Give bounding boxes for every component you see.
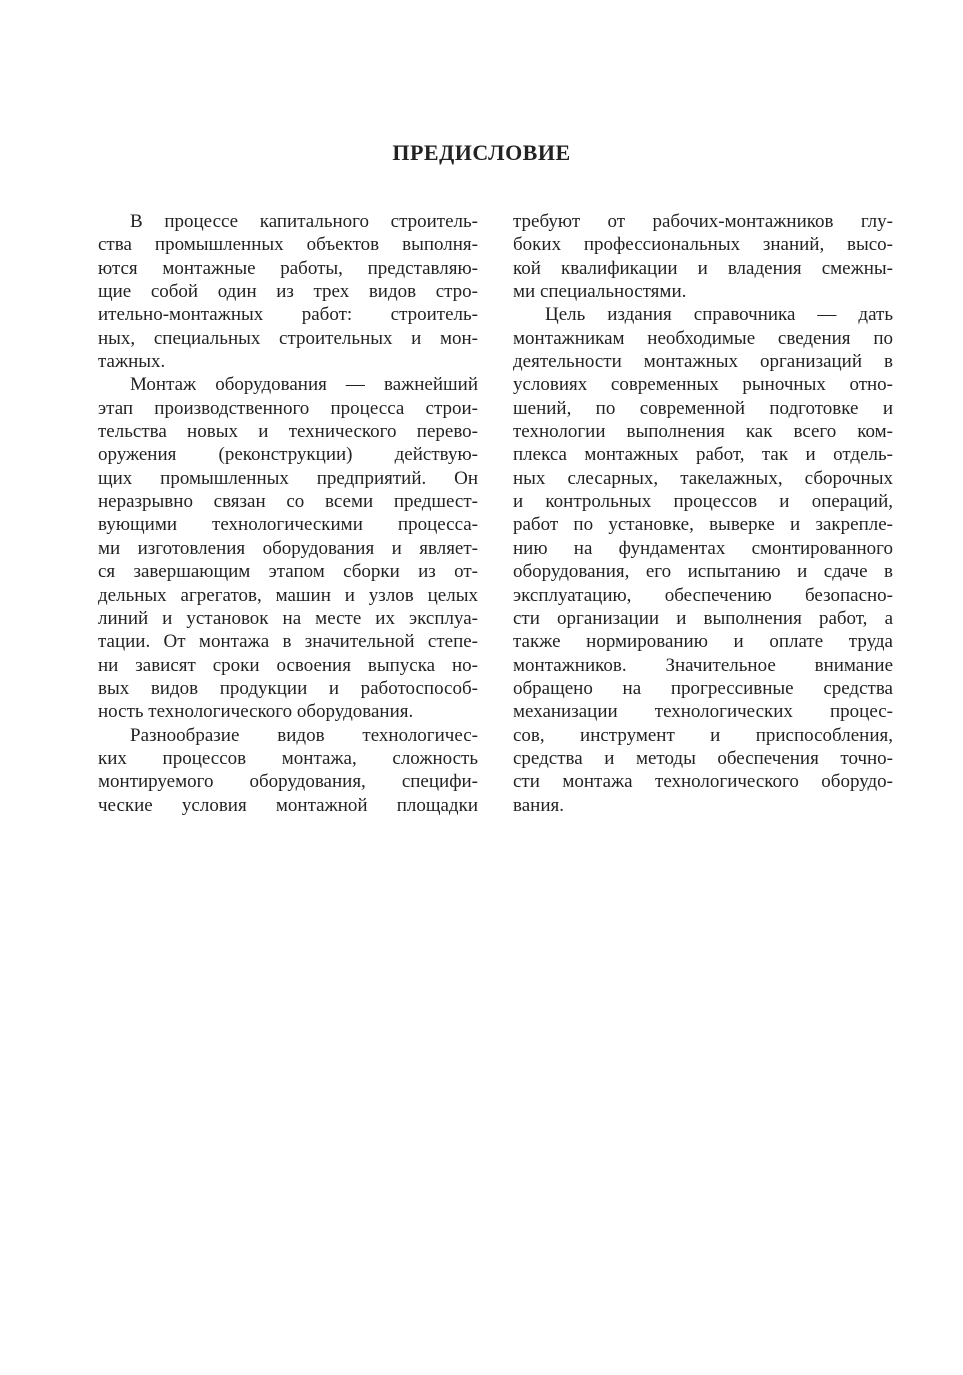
text-line: щих промышленных предприятий. Он — [98, 467, 478, 489]
text-line: оружения (реконструкции) действую- — [98, 444, 478, 466]
text-line: нию на фундаментах смонтированного — [513, 537, 893, 559]
text-line: Разнообразие видов технологичес- — [130, 724, 478, 746]
text-line: неразрывно связан со всеми предшест- — [98, 491, 478, 513]
text-line: В процессе капитального строитель- — [130, 211, 478, 232]
text-line: монтируемого оборудования, специфи- — [98, 771, 478, 793]
text-line: монтажникам необходимые сведения по — [513, 327, 893, 349]
text-line: дельных агрегатов, машин и узлов целых — [98, 584, 478, 606]
text-line: тажных. — [98, 351, 166, 373]
text-line: ных, специальных строительных и мон- — [98, 327, 478, 349]
text-line: деятельности монтажных организаций в — [513, 351, 893, 373]
text-line: ных слесарных, такелажных, сборочных — [513, 467, 893, 489]
text-line: и контрольных процессов и операций, — [513, 491, 893, 513]
text-line: вания. — [513, 794, 564, 816]
text-line: ми изготовления оборудования и являет- — [98, 537, 478, 559]
text-line: Монтаж оборудования — важнейший — [130, 374, 478, 396]
text-line: вых видов продукции и работоспособ- — [98, 677, 478, 699]
text-line: сти организации и выполнения работ, а — [513, 607, 893, 629]
text-line: Цель издания справочника — дать — [545, 304, 893, 326]
text-line: кой квалификации и владения смежны- — [513, 257, 893, 279]
text-line: боких профессиональных знаний, высо- — [513, 234, 893, 256]
text-line: оборудования, его испытанию и сдаче в — [513, 561, 893, 583]
text-line: монтажников. Значительное внимание — [513, 654, 893, 676]
text-line: технологии выполнения как всего ком- — [513, 421, 893, 443]
right-text-column — [513, 210, 893, 817]
text-line: ительно-монтажных работ: строитель- — [98, 304, 478, 326]
text-line: ства промышленных объектов выполня- — [98, 234, 478, 256]
page-title: ПРЕДИСЛОВИЕ — [392, 140, 571, 165]
text-line: обращено на прогрессивные средства — [513, 677, 893, 699]
left-text-column — [98, 210, 478, 817]
text-line: этап производственного процесса строи- — [98, 397, 478, 419]
text-line: линий и установок на месте их эксплуа- — [98, 607, 478, 629]
text-line: тации. От монтажа в значительной степе- — [98, 631, 478, 653]
text-line: механизации технологических процес- — [513, 701, 893, 723]
text-line: ческие условия монтажной площадки — [98, 794, 478, 816]
text-line: ся завершающим этапом сборки из от- — [98, 561, 478, 583]
text-line: вующими технологическими процесса- — [98, 514, 478, 536]
text-line: сти монтажа технологического оборудо- — [513, 771, 893, 793]
text-line: ность технологического оборудования. — [98, 701, 414, 723]
text-line: шений, по современной подготовке и — [513, 397, 893, 419]
text-line: условиях современных рыночных отно- — [513, 374, 893, 396]
text-line: щие собой один из трех видов стро- — [98, 281, 478, 303]
text-line: также нормированию и оплате труда — [513, 631, 893, 653]
text-line: ются монтажные работы, представляю- — [98, 257, 478, 279]
text-line: средства и методы обеспечения точно- — [513, 747, 893, 769]
text-line: работ по установке, выверке и закрепле- — [513, 514, 893, 536]
text-line: ких процессов монтажа, сложность — [98, 747, 478, 769]
text-line: требуют от рабочих-монтажников глу- — [513, 211, 893, 232]
text-line: сов, инструмент и приспособления, — [513, 724, 893, 746]
text-line: ми специальностями. — [513, 281, 687, 303]
text-line: эксплуатацию, обеспечению безопасно- — [513, 584, 893, 606]
text-line: тельства новых и технического перево- — [98, 421, 478, 443]
text-line: ни зависят сроки освоения выпуска но- — [98, 654, 478, 676]
text-line: плекса монтажных работ, так и отдель- — [513, 444, 893, 466]
